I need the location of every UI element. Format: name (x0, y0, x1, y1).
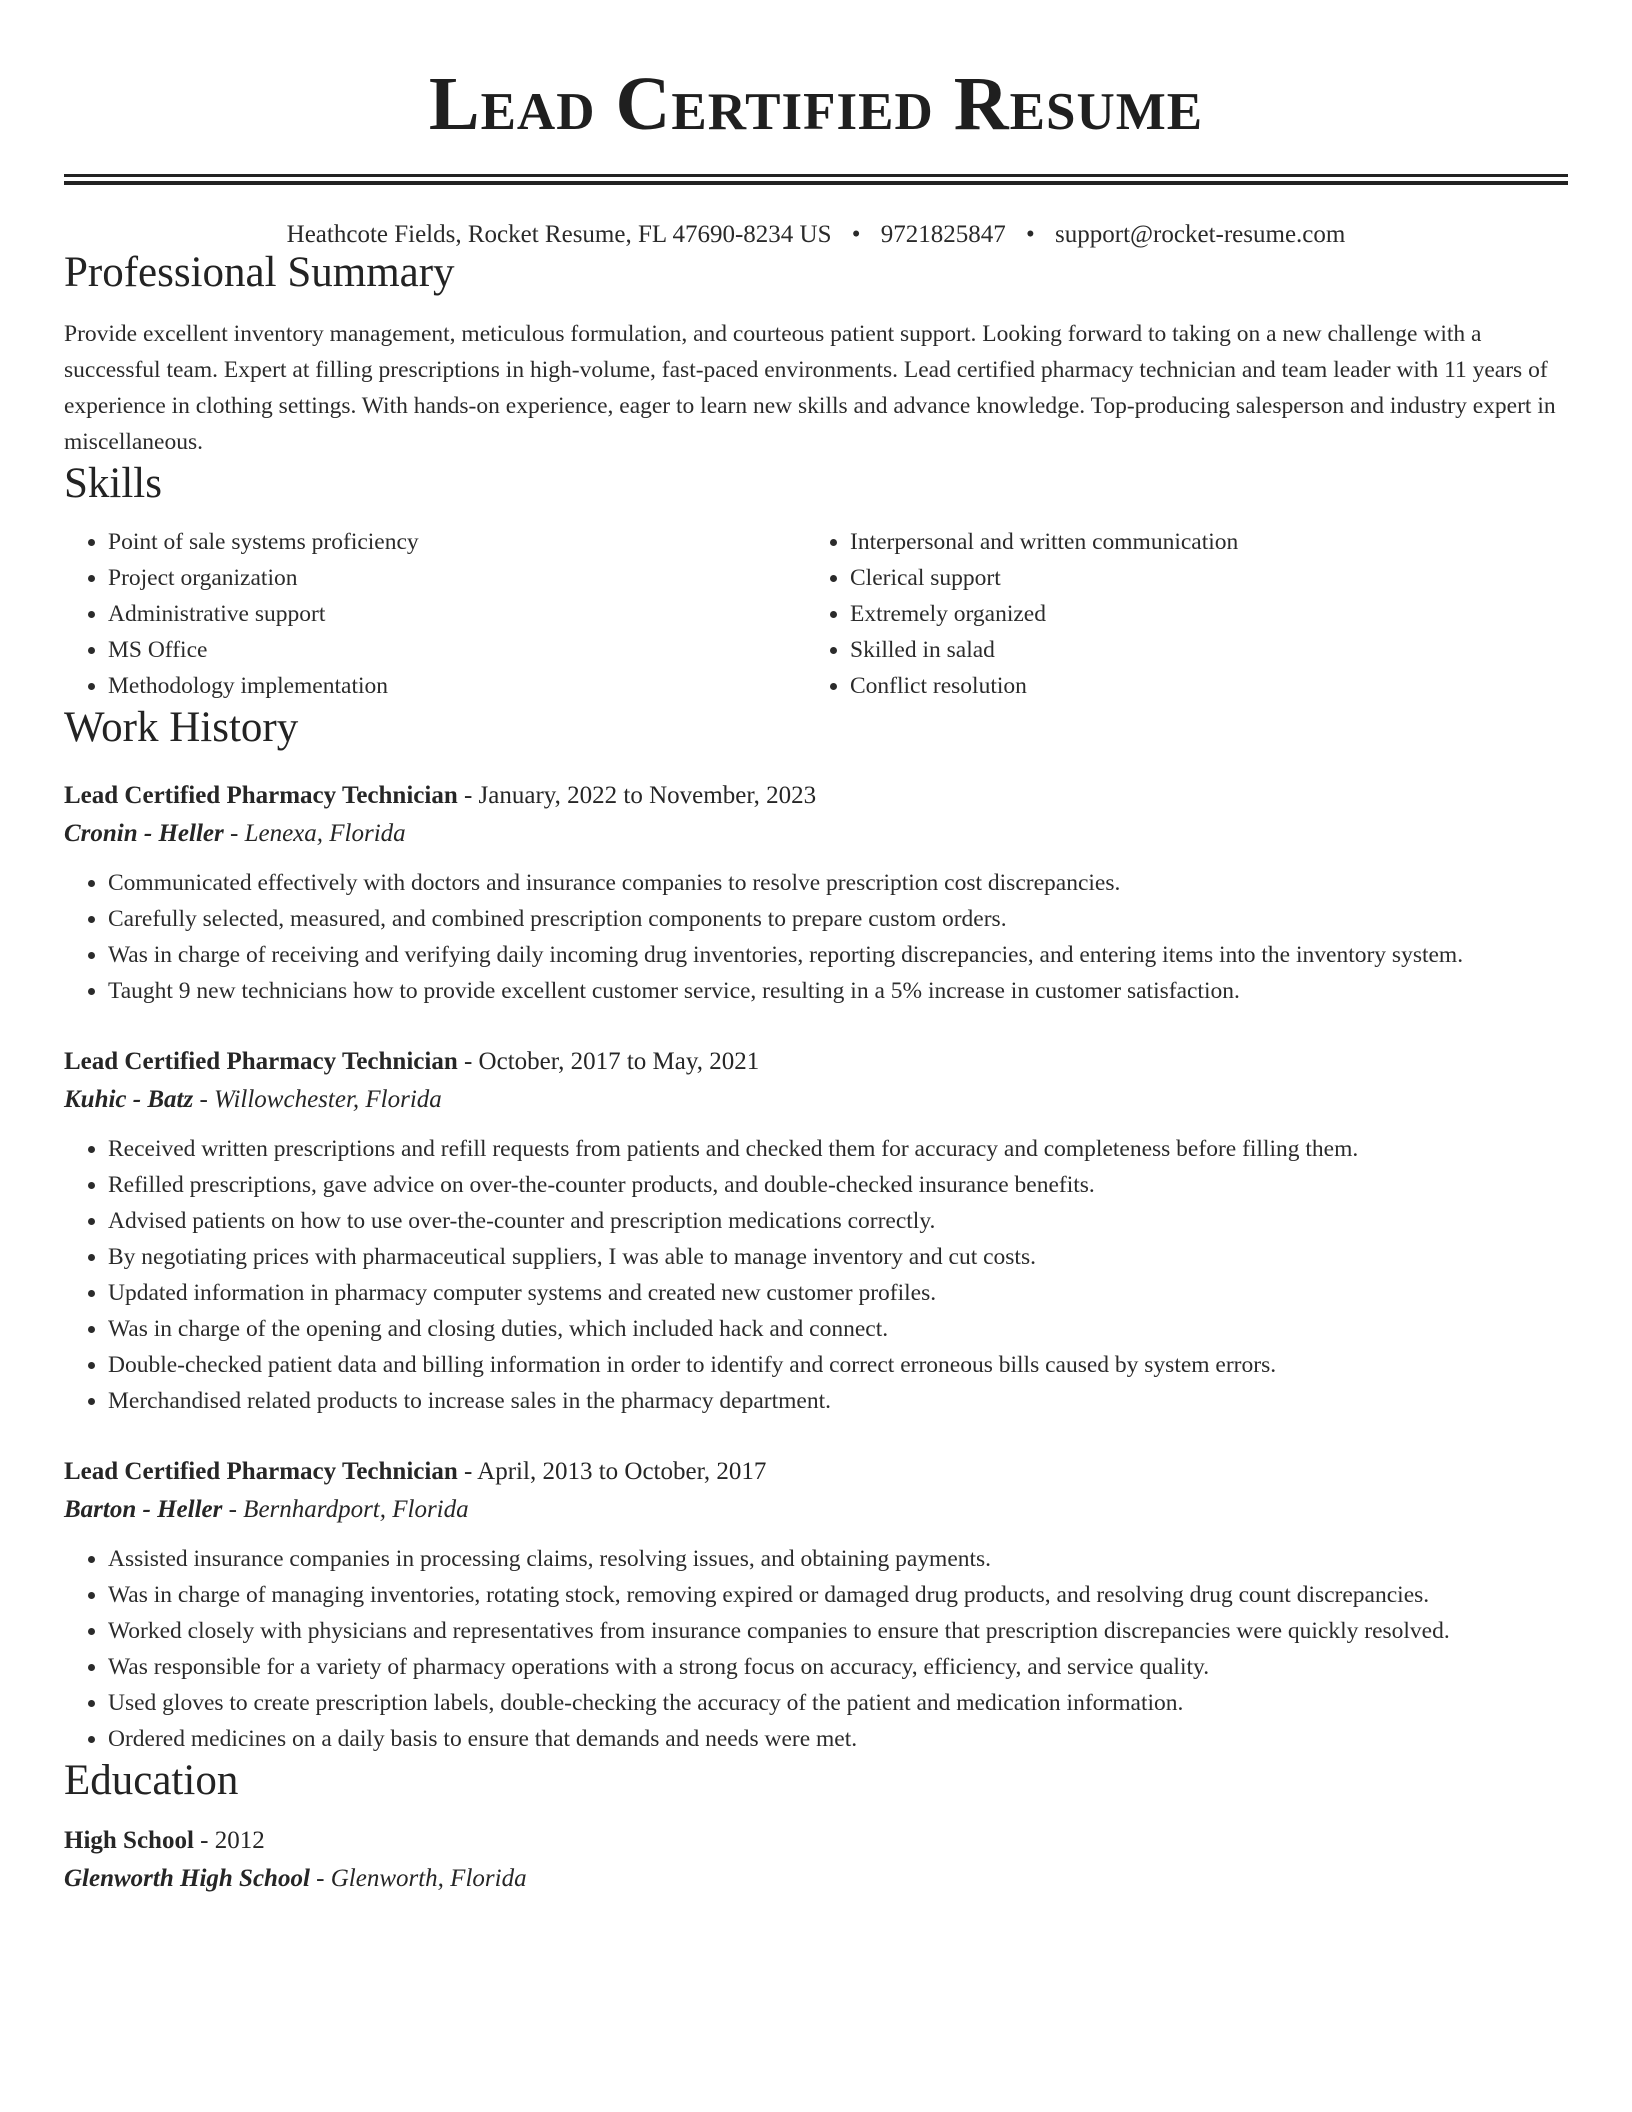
summary-heading: Professional Summary (64, 249, 455, 296)
job-duty: • Refilled prescriptions, gave advice on over-the-counter products, and double-checked insurance benefits. (108, 1167, 1568, 1203)
job-location: - Willowchester, Florida (193, 1085, 442, 1113)
contact-phone: 9721825847 (880, 221, 1006, 248)
job-duties (64, 865, 1568, 1009)
job-duty: • Taught 9 new technicians how to provide excellent customer service, resulting in a 5% increase in customer satisfaction. (108, 973, 1568, 1009)
education-school: Glenworth High School (64, 1865, 310, 1893)
education-degree: High School (64, 1827, 194, 1855)
job-header (64, 777, 1568, 815)
skill-item: • Skilled in salad (850, 632, 1548, 668)
job-company: Barton - Heller (64, 1495, 223, 1523)
job-header (64, 1043, 1568, 1081)
job-employer (64, 1491, 1568, 1529)
job-entry (64, 1453, 1568, 1757)
contact-separator: • (1026, 221, 1035, 248)
job-duty: • Was in charge of the opening and closing duties, which included hack and connect. (108, 1311, 1568, 1347)
job-location: - Bernhardport, Florida (222, 1495, 469, 1523)
resume-title: Lead Certified Resume (428, 62, 1204, 146)
job-title: Lead Certified Pharmacy Technician (64, 781, 458, 809)
skills-list (64, 524, 1568, 704)
job-dates: - January, 2022 to November, 2023 (457, 781, 817, 809)
work-history-heading: Work History (64, 703, 299, 751)
skill-item: • Interpersonal and written communication (850, 524, 1548, 560)
summary-text: Provide excellent inventory management, meticulous formulation, and courteous patient support. Looking forward to taking on a new challenge with a successful team. Expert at filling prescriptions in high-volume, fast-paced environments. Lead certified pharmacy technician and team leader with 11 years of experience in clothing settings. With hands-on experience, eager to learn new skills and advance knowledge. Top-producing salesperson and industry expert in miscellaneous. (64, 321, 1556, 456)
job-employer (64, 1081, 1568, 1119)
job-duty: • Used gloves to create prescription labels, double-checking the accuracy of the patient and medication information. (108, 1685, 1568, 1721)
job-duty: • Double-checked patient data and billing information in order to identify and correct erroneous bills caused by system errors. (108, 1347, 1568, 1383)
job-duty: • Merchandised related products to increase sales in the pharmacy department. (108, 1383, 1568, 1419)
job-title: Lead Certified Pharmacy Technician (64, 1047, 458, 1075)
job-title: Lead Certified Pharmacy Technician (64, 1457, 458, 1485)
contact-separator: • (851, 221, 861, 248)
job-header (64, 1453, 1568, 1491)
education-entry (64, 1822, 1568, 1898)
skills-column-right (806, 524, 1548, 704)
contact-email: support@rocket-resume.com (1055, 221, 1346, 248)
job-employer (64, 815, 1568, 853)
title-divider (64, 174, 1568, 185)
skill-item: • Administrative support (108, 596, 806, 632)
skill-item: • Project organization (108, 560, 806, 596)
job-duty: • Worked closely with physicians and representatives from insurance companies to ensure that prescription discrepancies were quickly resolved. (108, 1613, 1568, 1649)
contact-line (64, 221, 1568, 249)
job-dates: - April, 2013 to October, 2017 (457, 1457, 767, 1485)
contact-address: Heathcote Fields, Rocket Resume, FL 47690-8234 US (286, 221, 832, 248)
job-duty: • Updated information in pharmacy computer systems and created new customer profiles. (108, 1275, 1568, 1311)
job-duty: • Carefully selected, measured, and combined prescription components to prepare custom orders. (108, 901, 1568, 937)
skills-column-left (64, 524, 806, 704)
job-duty: • By negotiating prices with pharmaceutical suppliers, I was able to manage inventory and cut costs. (108, 1239, 1568, 1275)
job-entry (64, 777, 1568, 1009)
job-duty: • Assisted insurance companies in processing claims, resolving issues, and obtaining payments. (108, 1541, 1568, 1577)
job-duty: • Was in charge of managing inventories, rotating stock, removing expired or damaged drug products, and resolving drug count discrepancies. (108, 1577, 1568, 1613)
job-entry (64, 1043, 1568, 1419)
job-duty: • Communicated effectively with doctors and insurance companies to resolve prescription cost discrepancies. (108, 865, 1568, 901)
education-heading: Education (64, 1756, 239, 1804)
job-duty: • Received written prescriptions and refill requests from patients and checked them for accuracy and completeness before filling them. (108, 1131, 1568, 1167)
skill-item: • Conflict resolution (850, 668, 1548, 704)
education-degree-line (64, 1822, 1568, 1860)
skill-item: • Point of sale systems proficiency (108, 524, 806, 560)
job-dates: - October, 2017 to May, 2021 (457, 1047, 760, 1075)
skill-item: • Methodology implementation (108, 668, 806, 704)
skill-item: • Extremely organized (850, 596, 1548, 632)
job-location: - Lenexa, Florida (223, 819, 406, 847)
job-duty: • Was responsible for a variety of pharmacy operations with a strong focus on accuracy, efficiency, and service quality. (108, 1649, 1568, 1685)
skill-item: • MS Office (108, 632, 806, 668)
job-duty: • Was in charge of receiving and verifying daily incoming drug inventories, reporting discrepancies, and entering items into the inventory system. (108, 937, 1568, 973)
education-location: - Glenworth, Florida (309, 1865, 527, 1893)
job-company: Kuhic - Batz (64, 1085, 194, 1113)
job-duties (64, 1131, 1568, 1419)
skill-item: • Clerical support (850, 560, 1548, 596)
education-school-line (64, 1860, 1568, 1898)
education-year: - 2012 (193, 1827, 265, 1855)
job-company: Cronin - Heller (64, 819, 224, 847)
job-duty: • Ordered medicines on a daily basis to ensure that demands and needs were met. (108, 1721, 1568, 1757)
job-duties (64, 1541, 1568, 1757)
job-duty: • Advised patients on how to use over-the-counter and prescription medications correctly. (108, 1203, 1568, 1239)
skills-heading: Skills (64, 460, 162, 508)
